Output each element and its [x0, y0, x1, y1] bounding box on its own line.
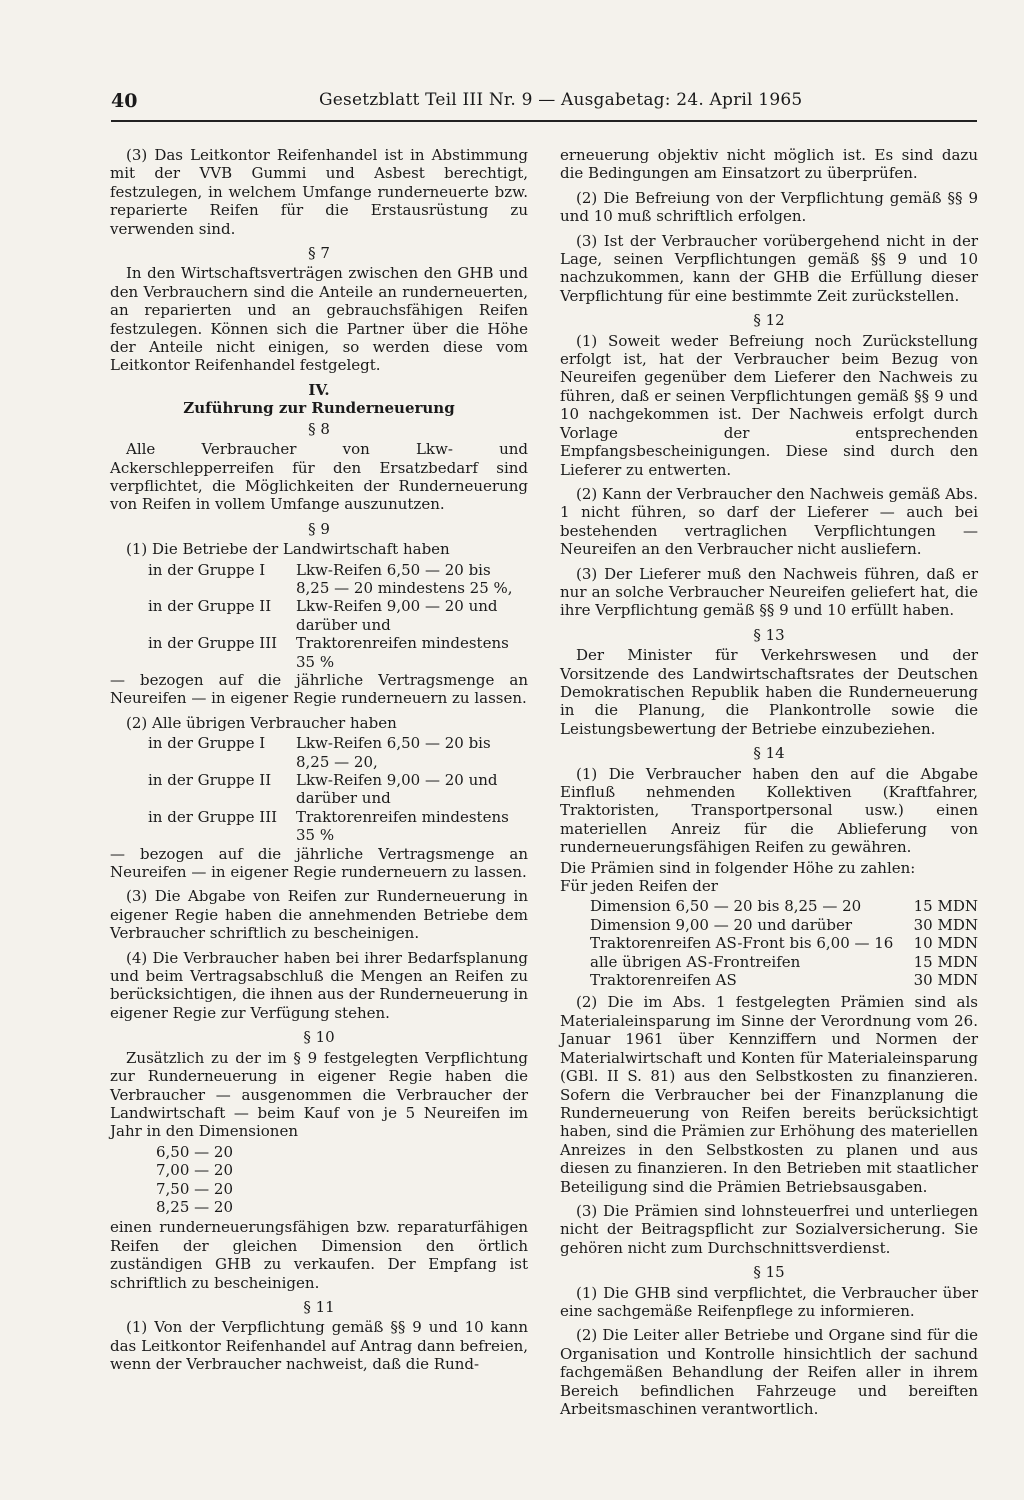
- paragraph: (1) Die Verbraucher haben den auf die Abgabe Einfluß nehmenden Kollektiven (Kraftfahrer, Traktoristen, Transportpersonal usw.) einen materiellen Anreiz für die Ablieferung von runderneuerungsfähigen Reifen zu gewähren.: [560, 764, 978, 857]
- section-mark: § 10: [303, 1028, 335, 1047]
- left-column: [110, 146, 528, 1380]
- dimension-item: 8,25 — 20: [156, 1197, 234, 1216]
- paragraph: Alle Verbraucher von Lkw- und Ackerschlepperreifen für den Ersatzbedarf sind verpflichtet, die Möglichkeiten der Runderneuerung von Reifen in vollem Umfange auszunutzen.: [110, 440, 528, 514]
- group-row: in der Gruppe III Traktorenreifen mindestens 35 %: [148, 807, 509, 845]
- section-mark: § 13: [753, 625, 785, 644]
- part-heading: Zuführung zur Runderneuerung: [183, 399, 455, 418]
- section-mark: § 9: [308, 519, 330, 538]
- section-mark: § 11: [303, 1297, 335, 1316]
- dimension-item: 6,50 — 20: [156, 1142, 234, 1161]
- paragraph: (2) Die im Abs. 1 festgelegten Prämien sind als Materialeinsparung im Sinne der Verordnung vom 26. Januar 1961 über Kennziffern und Normen der Materialwirtschaft und Konten für Materialeinsparung (GBl. II S. 81) aus den Selbstkosten zu finanzieren. Sofern die Verbraucher bei der Finanzplanung die Runderneuerung von Reifen bereits berücksichtigt haben, sind die Prämien zur Erhöhung des materiellen Anreizes in den Selbstkosten zu planen und aus diesen zu finanzieren. In den Betrieben mit staatlicher Beteiligung sind die Prämien Betriebsausgaben.: [560, 993, 978, 1196]
- paragraph: (2) Die Leiter aller Betriebe und Organe sind für die Organisation und Kontrolle hinsichtlich der sachund fachgemäßen Behandlung der Reifen aller in ihrem Bereich befindlichen Fahrzeuge und bereiften Arbeitsmaschinen verantwortlich.: [560, 1326, 978, 1418]
- dimension-list: [110, 1143, 528, 1217]
- paragraph: Für jeden Reifen der: [560, 877, 718, 896]
- paragraph: (2) Kann der Verbraucher den Nachweis gemäß Abs. 1 nicht führen, so darf der Lieferer — auch bei bestehenden vertraglichen Verpflichtungen — Neureifen an den Verbraucher nicht ausliefern.: [560, 484, 978, 559]
- paragraph: (2) Alle übrigen Verbraucher haben: [126, 713, 397, 732]
- paragraph: erneuerung objektiv nicht möglich ist. Es sind dazu die Bedingungen am Einsatzort zu überprüfen.: [560, 146, 978, 183]
- group-row: in der Gruppe I Lkw-Reifen 6,50 — 20 bis 8,25 — 20 mindestens 25 %,: [148, 560, 513, 597]
- gazette-title: Gesetzblatt Teil III Nr. 9 — Ausgabetag: 24. April 1965: [319, 90, 803, 110]
- paragraph: — bezogen auf die jährliche Vertragsmenge an Neureifen — in eigener Regie runderneuern zu lassen.: [110, 670, 528, 708]
- section-mark: § 7: [308, 244, 330, 263]
- paragraph: (4) Die Verbraucher haben bei ihrer Bedarfsplanung und beim Vertragsabschluß die Mengen an Reifen zu berücksichtigen, die ihnen aus der Runderneuerung in eigener Regie zur Verfügung stehen.: [110, 948, 528, 1022]
- table-row: Dimension 6,50 — 20 bis 8,25 — 20 15 MDN: [590, 897, 978, 916]
- group-row: in der Gruppe III Traktorenreifen mindestens 35 %: [148, 634, 509, 671]
- table-row: Dimension 9,00 — 20 und darüber 30 MDN: [590, 915, 978, 934]
- paragraph: (3) Ist der Verbraucher vorübergehend nicht in der Lage, seinen Verpflichtungen gemäß §§ 9 und 10 nachzukommen, kann der GHB die Erfüllung dieser Verpflichtung für eine bestimmte Zeit zurückstellen.: [560, 231, 978, 305]
- paragraph: Zusätzlich zu der im § 9 festgelegten Verpflichtung zur Runderneuerung in eigener Regie haben die Verbraucher — ausgenommen die Verbraucher der Landwirtschaft — beim Kauf von je 5 Neureifen im Jahr in den Dimensionen: [110, 1048, 528, 1141]
- paragraph: Der Minister für Verkehrswesen und der Vorsitzende des Landwirtschaftsrates der Deutschen Demokratischen Republik haben die Runderneuerung in die Planung, die Plankontrolle sowie die Leistungsbewertung der Betriebe einzubeziehen.: [560, 646, 978, 738]
- paragraph: In den Wirtschaftsverträgen zwischen den GHB und den Verbrauchern sind die Anteile an runderneuerten, an reparierten und an gebrauchsfähigen Reifen festzulegen. Können sich die Partner über die Höhe der Anteile nicht einigen, so werden diese vom Leitkontor Reifenhandel festgelegt.: [110, 264, 528, 375]
- paragraph: (1) Die GHB sind verpflichtet, die Verbraucher über eine sachgemäße Reifenpflege zu informieren.: [560, 1283, 978, 1320]
- paragraph: Die Prämien sind in folgender Höhe zu zahlen:: [560, 858, 916, 877]
- paragraph: (1) Von der Verpflichtung gemäß §§ 9 und 10 kann das Leitkontor Reifenhandel auf Antrag dann befreien, wenn der Verbraucher nachweist, daß die Rund-: [110, 1318, 528, 1374]
- group-row: in der Gruppe II Lkw-Reifen 9,00 — 20 und darüber und: [148, 771, 498, 808]
- paragraph: (3) Der Lieferer muß den Nachweis führen, daß er nur an solche Verbraucher Neureifen geliefert hat, die ihre Verpflichtung gemäß §§ 9 und 10 erfüllt haben.: [560, 564, 978, 620]
- page-header: [111, 90, 977, 122]
- paragraph: (1) Soweit weder Befreiung noch Zurückstellung erfolgt ist, hat der Verbraucher beim Bezug von Neureifen gegenüber dem Lieferer den Nachweis zu führen, daß er seinen Verpflichtungen gemäß §§ 9 und 10 nachgekommen ist. Der Nachweis erfolgt durch Vorlage der entsprechenden Empfangsbescheinigungen. Diese sind durch den Lieferer zu entwerten.: [560, 331, 978, 479]
- section-mark: § 12: [753, 311, 785, 330]
- table-row: alle übrigen AS-Frontreifen 15 MDN: [590, 952, 978, 971]
- paragraph: — bezogen auf die jährliche Vertragsmenge an Neureifen — in eigener Regie runderneuern zu lassen.: [110, 844, 528, 882]
- paragraph: (3) Die Prämien sind lohnsteuerfrei und unterliegen nicht der Beitragspflicht zur Sozialversicherung. Sie gehören nicht zum Durchschnittsverdienst.: [560, 1201, 978, 1257]
- header-rule: [111, 120, 977, 122]
- right-column: [560, 146, 978, 1424]
- group-row: in der Gruppe II Lkw-Reifen 9,00 — 20 und darüber und: [148, 597, 498, 634]
- premium-table: [590, 897, 978, 989]
- group-row: in der Gruppe I Lkw-Reifen 6,50 — 20 bis 8,25 — 20,: [148, 734, 491, 771]
- table-row: Traktorenreifen AS-Front bis 6,00 — 16 10 MDN: [590, 934, 978, 953]
- section-mark: § 14: [753, 744, 785, 763]
- paragraph: einen runderneuerungsfähigen bzw. reparaturfähigen Reifen der gleichen Dimension den örtlich zuständigen GHB zu verkaufen. Der Empfang ist schriftlich zu bescheinigen.: [110, 1218, 528, 1292]
- paragraph: (2) Die Befreiung von der Verpflichtung gemäß §§ 9 und 10 muß schriftlich erfolgen.: [560, 188, 978, 226]
- section-mark: § 15: [753, 1263, 785, 1282]
- dimension-item: 7,50 — 20: [156, 1179, 234, 1198]
- table-row: Traktorenreifen AS 30 MDN: [590, 971, 978, 990]
- paragraph: (3) Das Leitkontor Reifenhandel ist in Abstimmung mit der VVB Gummi und Asbest berechtigt, festzulegen, in welchem Umfange runderneuerte bzw. reparierte Reifen für die Erstausrüstung zu verwenden sind.: [110, 146, 528, 238]
- page-number: 40: [111, 90, 138, 112]
- part-number: IV.: [308, 380, 330, 399]
- paragraph: (1) Die Betriebe der Landwirtschaft haben: [126, 540, 450, 559]
- section-mark: § 8: [308, 419, 330, 438]
- paragraph: (3) Die Abgabe von Reifen zur Runderneuerung in eigener Regie haben die annehmenden Betriebe dem Verbraucher schriftlich zu bescheinigen.: [110, 887, 528, 943]
- dimension-item: 7,00 — 20: [156, 1161, 234, 1180]
